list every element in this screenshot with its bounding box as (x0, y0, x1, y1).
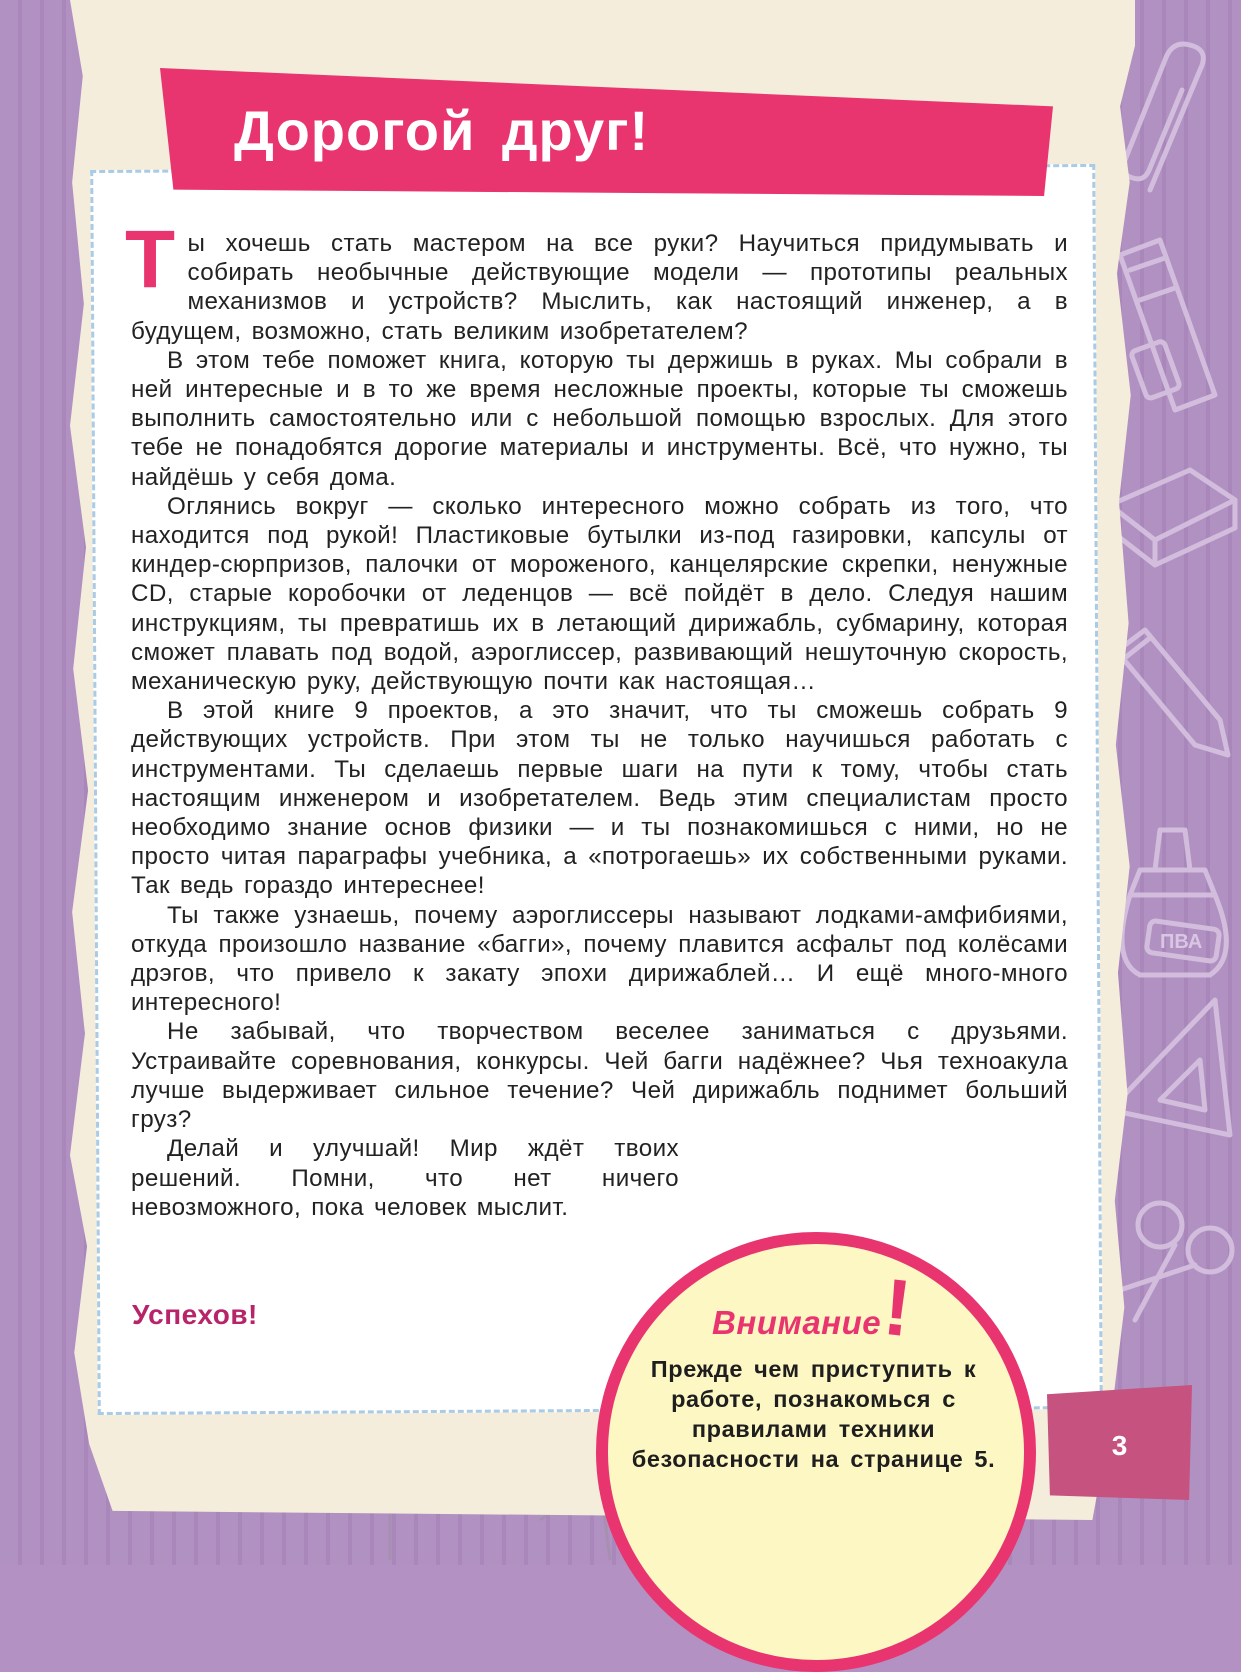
drop-cap: Т (125, 214, 176, 305)
attention-text: Прежде чем приступить к работе, познакомься с правилами техники безопасности на странице 5. (631, 1356, 996, 1472)
page-title: Дорогой друг! (234, 99, 650, 162)
box-cutter-icon (1120, 240, 1215, 410)
paragraph-4: В этой книге 9 проектов, а это значит, что ты сможешь собрать 9 действующих устройств. При этом ты не только научишься работать с инструментами. Ты сделаешь первые шаги на пути к тому, чтобы стать настоящим инженером и изобретателем. Ведь этим специалистам просто необходимо знание основ физики — и ты познакомишься с ними, но не просто читая параграфы учебника, а «потрогаешь» их собственными руками. Так ведь гораздо интереснее! (131, 697, 1068, 900)
closing-wish: Успехов! (132, 1299, 258, 1330)
paragraph-2: В этом тебе поможет книга, которую ты держишь в руках. Мы собрали в ней интересные и в то же время несложные проекты, которые ты сможешь выполнить самостоятельно или с небольшой помощью взрослых. Для этого тебе не понадобятся дорогие материалы и инструменты. Всё, что нужно, ты найдёшь у себя дома. (131, 346, 1068, 491)
exclamation-icon: ! (879, 1261, 916, 1354)
glue-bottle-icon (1122, 830, 1226, 975)
paragraph-7: Делай и улучшай! Мир ждёт твоих решений. Помни, что нет ничего невозможного, пока человек мыслит. (131, 1135, 679, 1221)
glue-label: ПВА (1160, 931, 1203, 953)
attention-title: Внимание (712, 1304, 882, 1341)
letter-body (125, 214, 1068, 1222)
paragraph-5: Ты также узнаешь, почему аэроглиссеры называют лодками-амфибиями, откуда произошло название «багги», почему плавится асфальт под колёсами дрэгов, что привело к закату эпохи дирижаблей… И ещё много-много интересного! (131, 901, 1068, 1017)
paragraph-6: Не забывай, что творчеством веселее заниматься с друзьями. Устраивайте соревнования, конкурсы. Чей багги надёжнее? Чья техноакула лучше выдерживает сильное течение? Чей дирижабль поднимет больший груз? (131, 1018, 1068, 1134)
paragraph-3: Оглянись вокруг — сколько интересного можно собрать из того, что находится под рукой! Пластиковые бутылки из-под газировки, капсулы от киндер-сюрпризов, палочки от мороженого, канцелярские скрепки, ненужные CD, старые коробочки от леденцов — всё пойдёт в дело. Следуя нашим инструкциям, ты превратишь их в летающий дирижабль, субмарину, которая сможет плавать под водой, аэроглиссер, развивающий нешуточную скорость, механическую руку, действующую почти как настоящая… (131, 492, 1068, 696)
page-number: 3 (1111, 1430, 1128, 1461)
scissors-icon (1120, 1203, 1232, 1320)
triangle-ruler-icon (1110, 1000, 1230, 1135)
paperclip-icon (1124, 44, 1204, 190)
paragraph-1: Ты хочешь стать мастером на все руки? Научиться придумывать и собирать необычные действующие модели — прототипы реальных механизмов и устройств? Мыслить, как настоящий инженер, а в будущем, возможно, стать великим изобретателем? (125, 214, 1068, 345)
eraser-icon (1110, 470, 1235, 565)
